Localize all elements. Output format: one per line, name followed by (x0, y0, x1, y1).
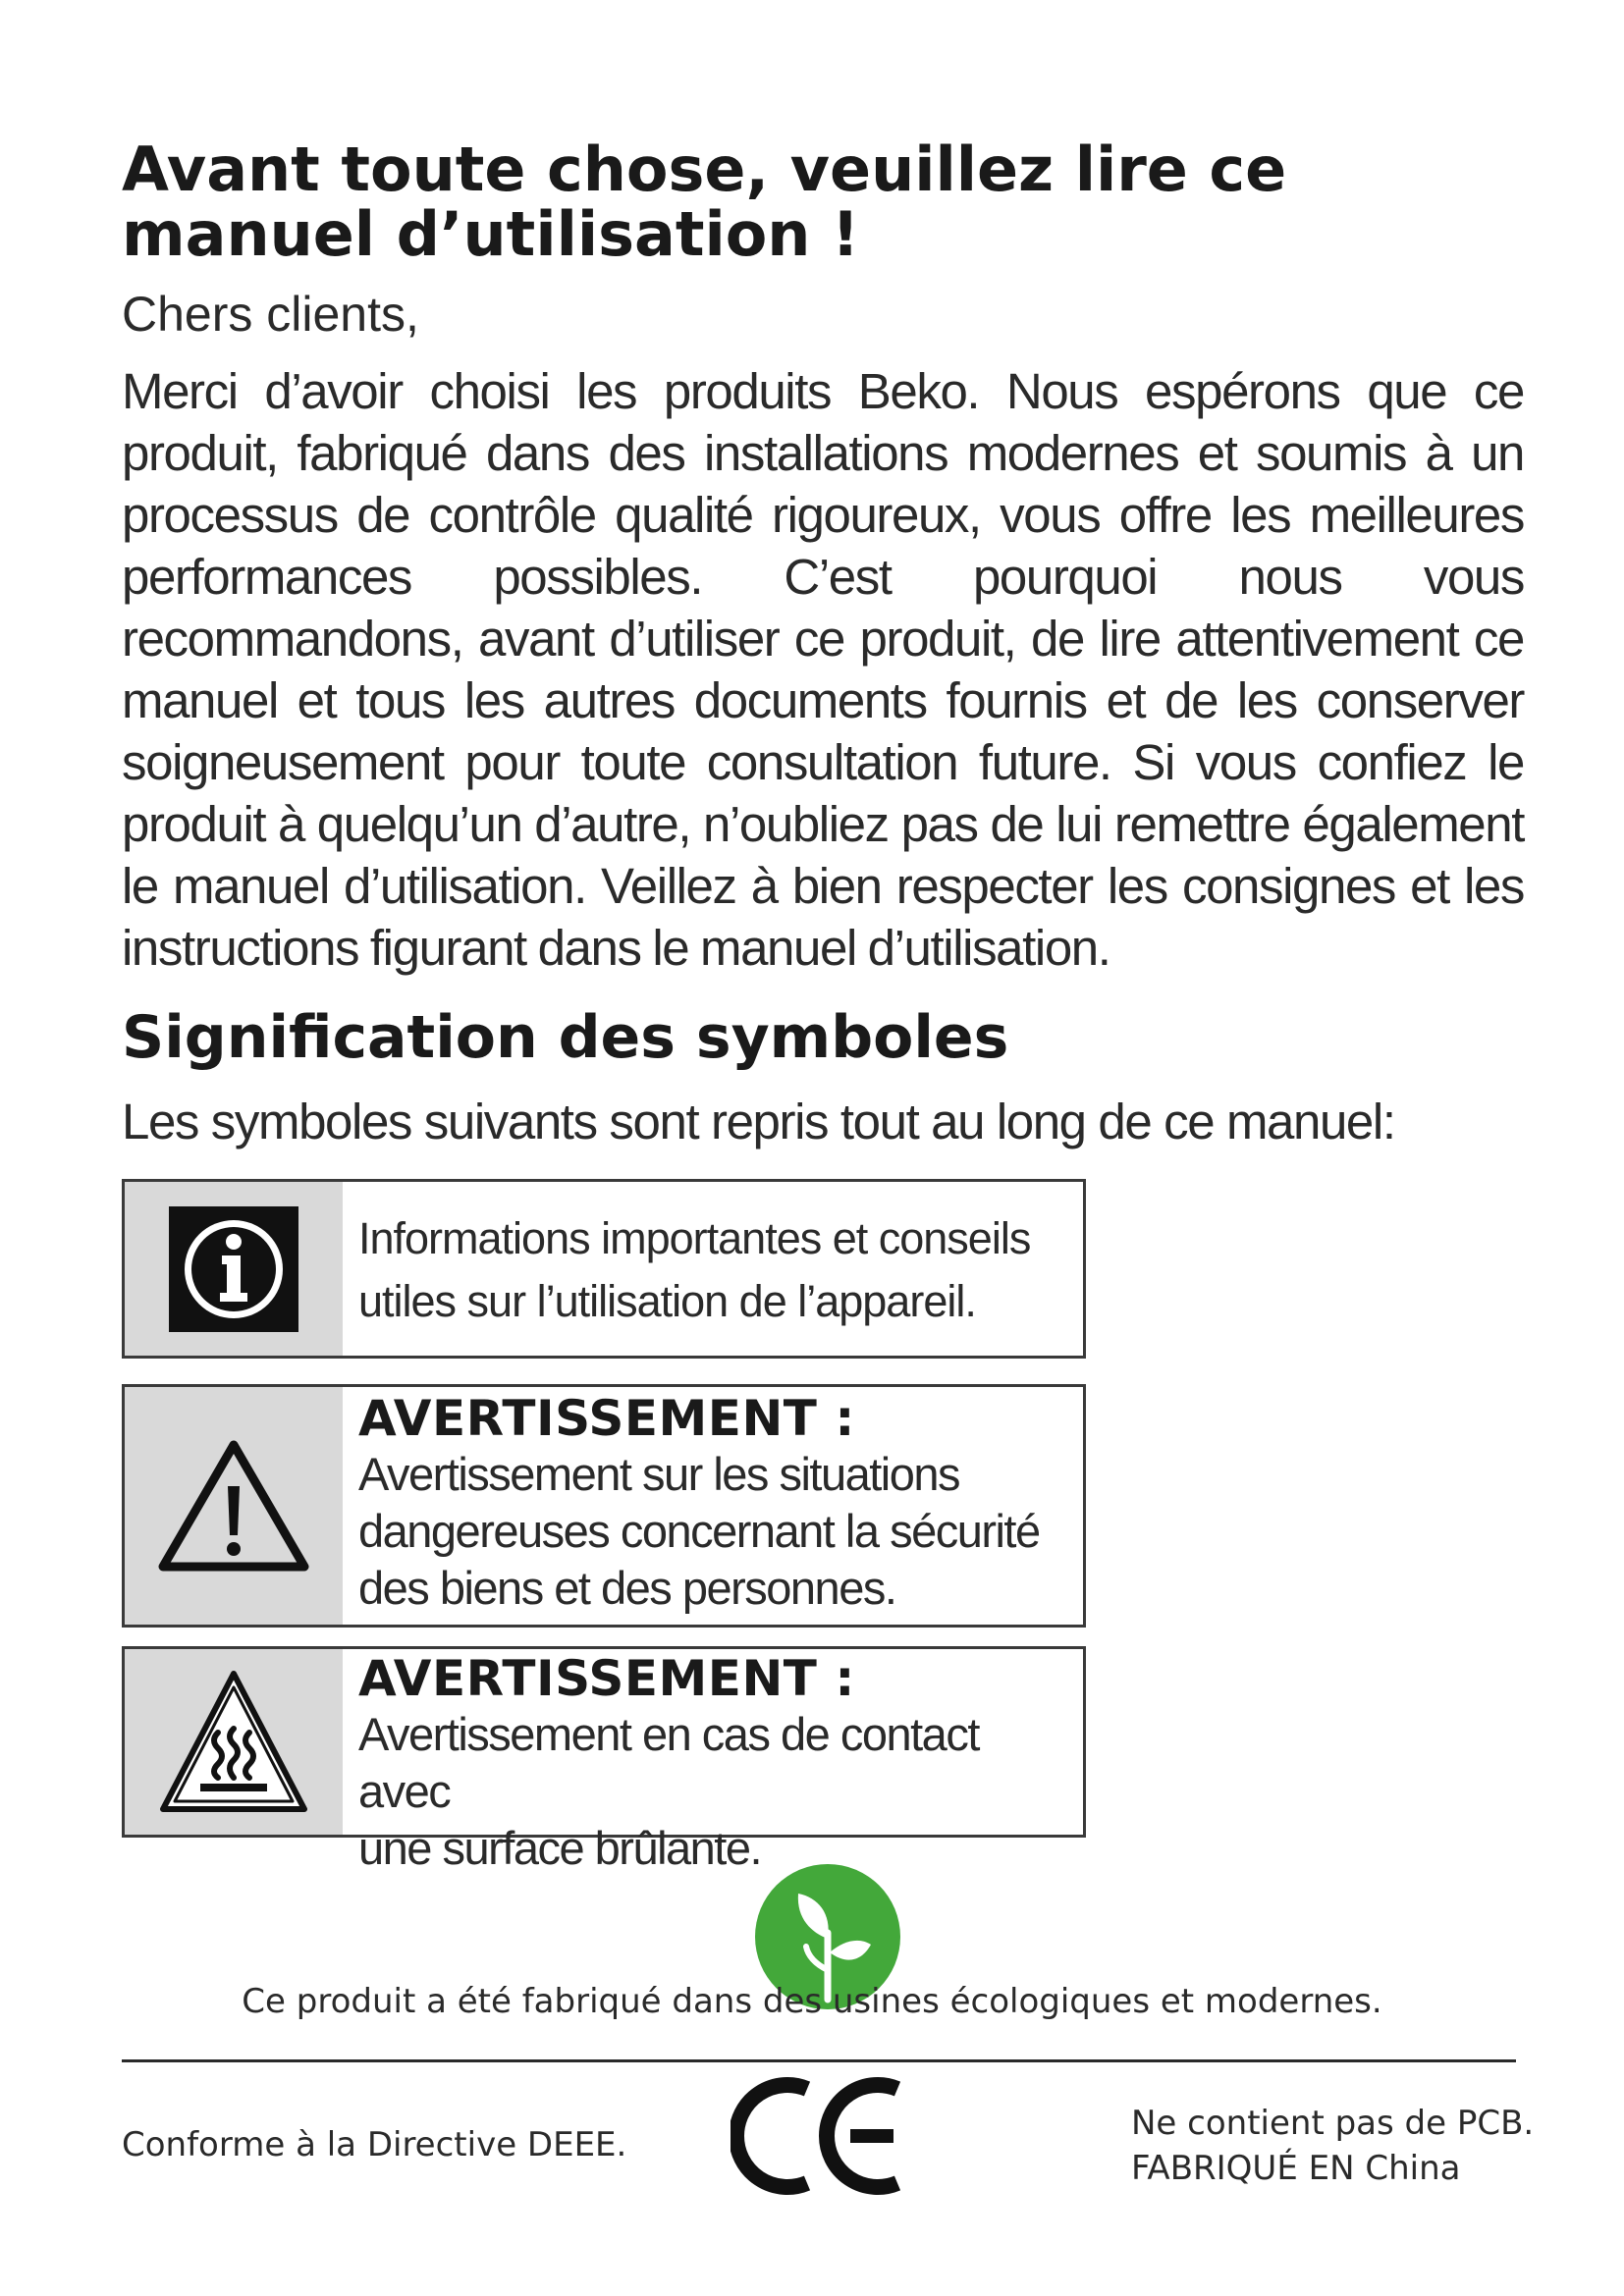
footer-right-block (1131, 2101, 1534, 2191)
footer-divider (122, 2059, 1516, 2062)
pcb-statement: Ne contient pas de PCB. (1131, 2104, 1535, 2143)
warning-title: AVERTISSEMENT : (358, 1650, 855, 1707)
greeting: Chers clients, (122, 287, 419, 342)
warning-triangle-icon (155, 1437, 312, 1575)
symbol-description-line: Avertissement sur les situations (358, 1448, 960, 1500)
eco-statement: Ce produit a été fabriqué dans des usines écologiques et modernes. (242, 1982, 1382, 2021)
warning-title: AVERTISSEMENT : (358, 1390, 855, 1447)
symbol-description-line: Avertissement en cas de contact avec (358, 1708, 979, 1817)
page-title: Avant toute chose, veuillez lire ce manuel d’utilisation ! (122, 133, 1287, 270)
symbol-text-cell (343, 1387, 1083, 1625)
symbol-description-line: utiles sur l’utilisation de l’appareil. (358, 1276, 976, 1326)
weee-compliance: Conforme à la Directive DEEE. (122, 2125, 627, 2164)
symbols-heading: Signification des symboles (122, 1003, 1009, 1072)
symbol-description-line: dangereuses concernant la sécurité (358, 1505, 1040, 1557)
made-in-statement: FABRIQUÉ EN China (1131, 2149, 1461, 2188)
info-icon (169, 1206, 298, 1332)
symbol-description-line: Informations importantes et conseils (358, 1213, 1031, 1263)
symbol-icon-cell (125, 1649, 343, 1835)
symbol-text-cell (343, 1649, 1083, 1874)
symbol-box-info (122, 1179, 1086, 1359)
symbols-lead: Les symboles suivants sont repris tout au long de ce manuel: (122, 1094, 1395, 1149)
symbol-box-warning (122, 1384, 1086, 1628)
hot-surface-icon (155, 1664, 312, 1821)
symbol-description-line: des biens et des personnes. (358, 1562, 896, 1614)
symbol-description-line: une surface brûlante. (358, 1822, 762, 1874)
symbol-icon-cell (125, 1182, 343, 1356)
symbol-text-cell (343, 1182, 1083, 1356)
intro-paragraph: Merci d’avoir choisi les produits Beko. Nous espérons que ce produit, fabriqué dans des installations modernes et soumis à un processus de contrôle qualité rigoureux, vous offre les meilleures performances possibles. C’est pourquoi nous vous recommandons, avant d’utiliser ce produit, de lire attentivement ce manuel et tous les autres documents fournis et de les conserver soigneusement pour toute consultation future. Si vous confiez le produit à quelqu’un d’autre, n’oubliez pas de lui remettre également le manuel d’utilisation. Veillez à bien respecter les consignes et les instructions figurant dans le manuel d’utilisation. (122, 363, 1524, 976)
symbol-box-hot-surface (122, 1646, 1086, 1874)
symbol-icon-cell (125, 1387, 343, 1625)
ce-mark-icon (731, 2073, 905, 2199)
